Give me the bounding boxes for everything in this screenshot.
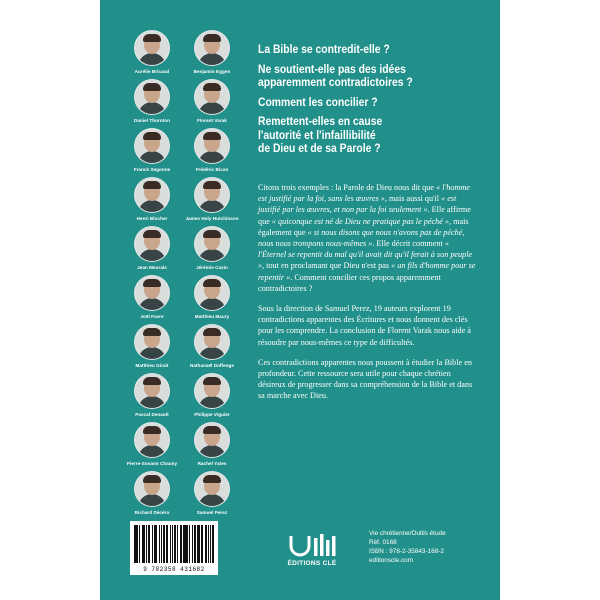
author-name: Jean Meurals: [137, 265, 167, 270]
author-photo: [194, 324, 230, 360]
info-category: Vie chrétienne/Outils étude: [369, 530, 446, 537]
author-name: Florent Varak: [197, 118, 227, 123]
barcode-bar: [202, 525, 203, 563]
author-card: [122, 226, 182, 270]
author-photo: [194, 471, 230, 507]
barcode-bars: [134, 525, 214, 563]
author-name: Benjamin Eggen: [193, 69, 231, 74]
author-photo: [134, 422, 170, 458]
quote-segment: « si nous disons que nous n'avons pas de péché, nous nous trompons nous-mêmes »: [258, 227, 465, 249]
author-photo: [134, 128, 170, 164]
author-photo: [194, 275, 230, 311]
author-photo: [134, 79, 170, 115]
quote-segment: « l'homme est justifié par la foi, sans les œuvres »: [258, 183, 470, 204]
barcode-number: 9 782358 431682: [143, 566, 205, 573]
author-photo: [134, 226, 170, 262]
author-name: Jérémie Cavin: [196, 265, 228, 270]
author-card: [182, 471, 242, 515]
author-name: Joël Favre: [140, 314, 164, 319]
barcode-bar: [170, 525, 171, 563]
barcode-bar: [177, 525, 178, 563]
author-name: Rachel Yates: [197, 461, 227, 466]
text-segment: . Comment concilier ces propos apparemment contradictoires ?: [258, 272, 441, 293]
author-card: [182, 373, 242, 417]
author-name: Frédéric Bican: [195, 167, 229, 172]
author-photo: [194, 79, 230, 115]
barcode-bar: [172, 525, 173, 563]
barcode-bar: [187, 525, 188, 563]
author-card: [182, 324, 242, 368]
description-text: [258, 182, 476, 411]
publisher-name: ÉDITIONS CLÉ: [287, 560, 337, 567]
barcode-bar: [181, 525, 182, 563]
author-name: Samuel Perez: [196, 510, 228, 515]
author-name: Matthieu Maury: [194, 314, 230, 319]
author-photo: [194, 30, 230, 66]
author-card: [122, 471, 182, 515]
author-photo: [134, 373, 170, 409]
question-3: Comment les concilier ?: [258, 96, 378, 109]
quote-segment: « un fils d'homme pour se repentir »: [258, 261, 476, 282]
barcode-bar: [192, 525, 193, 563]
barcode-bar: [210, 525, 211, 563]
barcode-bar: [175, 525, 176, 563]
author-card: [182, 79, 242, 123]
info-reference: Réf. 0168: [369, 539, 397, 546]
text-segment: Citons trois exemples : la Parole de Dieu nous dit que: [258, 183, 437, 192]
author-photo: [134, 177, 170, 213]
publisher-logo: [282, 532, 342, 576]
author-photo: [194, 177, 230, 213]
author-name: Aurélie Bricaud: [134, 69, 170, 74]
text-segment: , mais aussi qu'il: [384, 194, 442, 204]
author-photo: [134, 30, 170, 66]
quote-segment: « l'Éternel se repentit du mal qu'il avait dit qu'il ferait à son peuple »: [258, 239, 473, 271]
description-paragraph-1: [258, 182, 476, 294]
info-isbn: ISBN : 978-2-35843-168-2: [369, 548, 444, 555]
author-photo: [134, 324, 170, 360]
info-website: editionscle.com: [369, 557, 414, 564]
author-name: Henri Blocher: [136, 216, 168, 221]
author-card: [122, 324, 182, 368]
author-card: [182, 128, 242, 172]
text-segment: . Elle affirme que: [258, 205, 471, 226]
author-card: [182, 226, 242, 270]
barcode-bar: [164, 525, 165, 563]
author-name: Franck Segonne: [133, 167, 171, 172]
barcode-bar: [137, 525, 138, 563]
barcode-bar: [156, 525, 157, 563]
barcode-bar: [152, 525, 153, 563]
text-segment: , mais également que: [258, 216, 469, 237]
author-photo: [134, 275, 170, 311]
book-info: [369, 529, 446, 565]
barcode-bar: [146, 525, 147, 563]
barcode-bar: [159, 525, 160, 563]
author-card: [182, 422, 242, 466]
author-name: Pierre-Sovann Chauny: [126, 461, 178, 466]
author-name: Richard Décéro: [134, 510, 170, 515]
author-name: Pascal Denault: [135, 412, 169, 417]
author-card: [122, 373, 182, 417]
editions-cle-logo-icon: [288, 532, 336, 558]
author-card: [122, 30, 182, 74]
question-1: La Bible se contredit-elle ?: [258, 44, 390, 56]
text-segment: , tout en proclamant que Dieu n'est pas: [262, 261, 392, 271]
barcode-bar: [189, 525, 190, 563]
book-back-cover: [100, 0, 500, 600]
author-name: Nathanaël Doffenge: [189, 363, 235, 368]
author-card: [122, 275, 182, 319]
author-card: [182, 275, 242, 319]
author-card: [182, 177, 242, 221]
quote-segment: « quiconque est né de Dieu ne pratique pas le péché »: [271, 216, 449, 226]
author-name: Matthieu Giralt: [135, 363, 169, 368]
barcode-bar: [139, 525, 140, 563]
barcode-bar: [206, 525, 207, 563]
author-photo: [194, 422, 230, 458]
text-segment: . Elle décrit comment: [372, 239, 445, 249]
author-card: [122, 79, 182, 123]
barcode-bar: [161, 525, 162, 563]
question-2: Ne soutient-elle pas des idées apparemment contradictoires ?: [258, 63, 413, 89]
author-card: [122, 177, 182, 221]
barcode-bar: [208, 525, 209, 563]
quote-segment: « est justifié par les œuvres, et non par la foi seulement »: [258, 194, 457, 215]
author-photo: [134, 471, 170, 507]
question-4: Remettent-elles en cause l'autorité et l'infaillibilité de Dieu et de sa Parole ?: [258, 116, 383, 155]
author-card: [182, 30, 242, 74]
author-name: Philippe Viguier: [194, 412, 230, 417]
questions-block: [258, 44, 488, 163]
author-photo: [194, 128, 230, 164]
barcode-bar: [213, 525, 214, 563]
barcode-bar: [144, 525, 145, 563]
barcode: [130, 521, 218, 575]
barcode-bar: [199, 525, 200, 563]
description-paragraph-3: Ces contradictions apparentes nous poussent à étudier la Bible en profondeur. Cette ressource sera utile pour chaque chrétien désireux de progresser dans sa compréhension de la Bible et dans sa marche avec Dieu.: [258, 357, 473, 401]
barcode-bar: [195, 525, 196, 563]
author-card: [122, 422, 182, 466]
author-photo: [194, 226, 230, 262]
author-photo: [194, 373, 230, 409]
barcode-bar: [167, 525, 168, 563]
barcode-bar: [149, 525, 150, 563]
author-name: James Holy Hutchinson: [185, 216, 239, 221]
author-name: Daniel Thornton: [134, 118, 170, 123]
author-card: [122, 128, 182, 172]
description-paragraph-2: Sous la direction de Samuel Perez, 19 auteurs explorent 19 contradictions apparentes des Écritures et nous donnent des clés pour les comprendre. La conclusion de Florent Varak nous aide à résoudre par nous-mêmes ce type de difficultés.: [258, 304, 471, 347]
